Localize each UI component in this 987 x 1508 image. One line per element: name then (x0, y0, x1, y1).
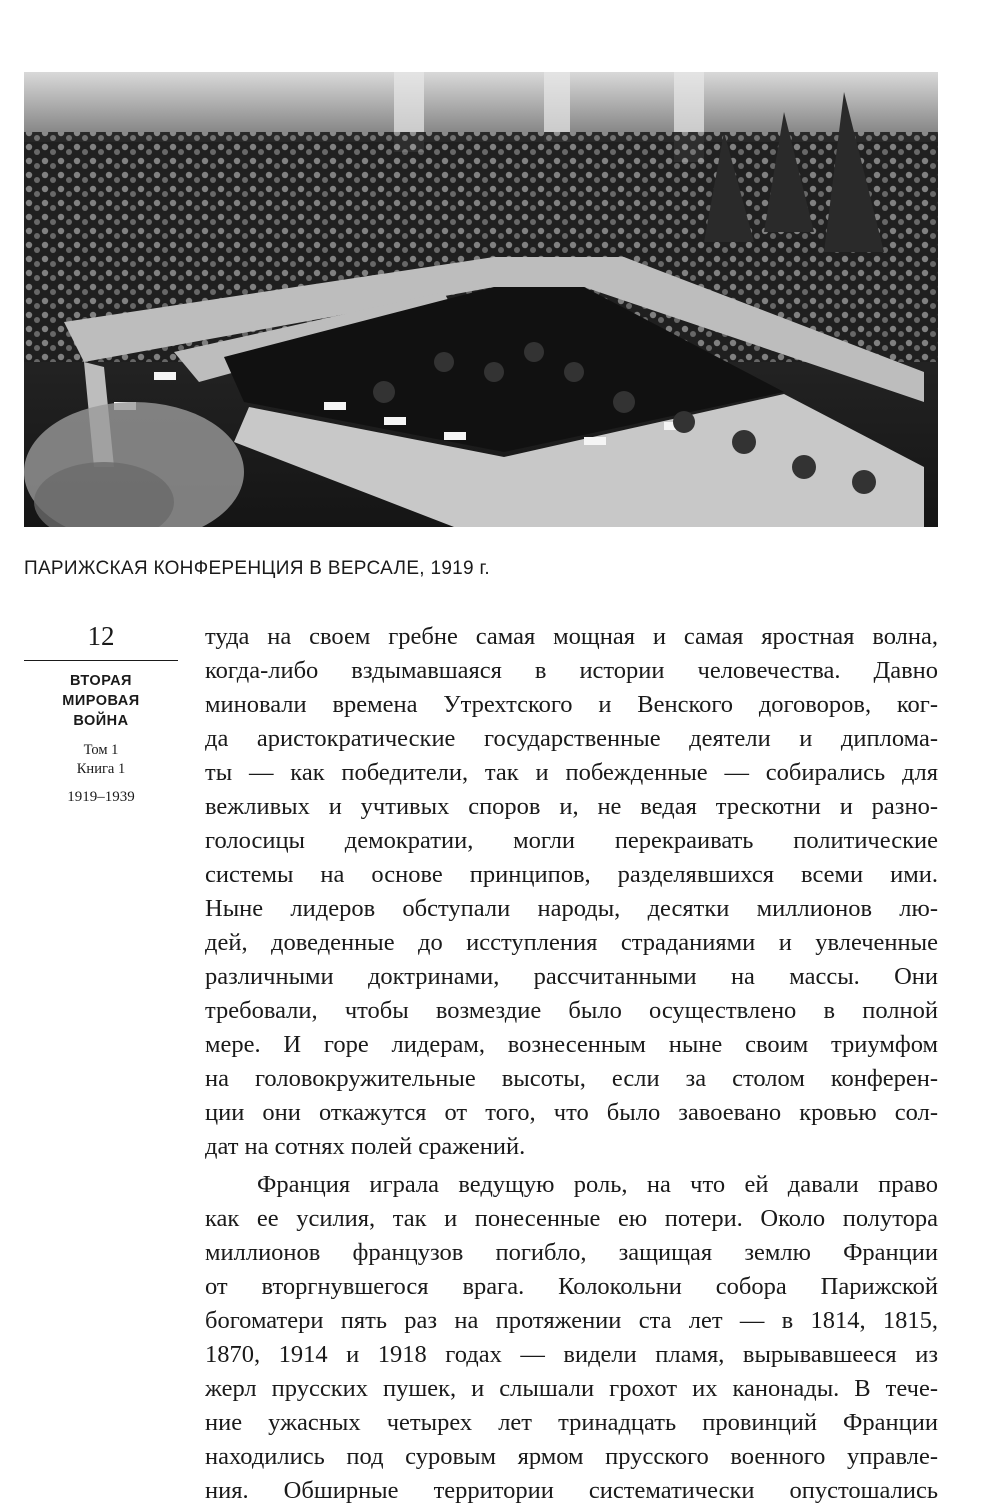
text-line: богоматери пять раз на протяжении ста лет — в 1814, 1815, (205, 1307, 938, 1334)
text-line: туда на своем гребне самая мощная и самая яростная волна, (205, 623, 938, 650)
years-range: 1919–1939 (67, 789, 135, 805)
text-line: когда-либо вздымавшаяся в истории человечества. Давно (205, 657, 938, 684)
book-title-line-3: ВОЙНА (73, 713, 129, 729)
text-line: системы на основе принципов, разделявшихся всеми ими. (205, 861, 938, 888)
book-title-line-2: МИРОВАЯ (62, 693, 140, 709)
text-line: ты — как победители, так и побежденные — собирались для (205, 759, 938, 786)
text-line: различными доктринами, рассчитанными на массы. Они (205, 963, 938, 990)
paragraph-1 (205, 620, 938, 1164)
text-line: требовали, чтобы возмездие было осуществлено в полной (205, 997, 938, 1024)
text-line: Ныне лидеров обступали народы, десятки миллионов лю- (205, 895, 938, 922)
text-line: ние ужасных четырех лет тринадцать провинций Франции (205, 1409, 938, 1436)
text-line: голосицы демократии, могли перекраивать политические (205, 827, 938, 854)
text-line: 1870, 1914 и 1918 годах — видели пламя, вырывавшееся из (205, 1341, 938, 1368)
text-line: вежливых и учтивых споров и, не ведая трескотни и разно- (205, 793, 938, 820)
text-line: Франция играла ведущую роль, на что ей давали право (257, 1171, 938, 1198)
photo-caption: ПАРИЖСКАЯ КОНФЕРЕНЦИЯ В ВЕРСАЛЕ, 1919 г. (24, 558, 490, 579)
text-line: да аристократические государственные деятели и диплома- (205, 725, 938, 752)
text-line: миновали времена Утрехтского и Венского договоров, ког- (205, 691, 938, 718)
page-number: 12 (87, 621, 115, 651)
running-sidebar (24, 618, 178, 807)
text-line: миллионов французов погибло, защищая землю Франции (205, 1239, 938, 1266)
text-line: жерл прусских пушек, и слышали грохот их канонады. В тече- (205, 1375, 938, 1402)
book-title-line-1: ВТОРАЯ (70, 673, 132, 689)
text-line: мере. И горе лидерам, вознесенным ныне своим триумфом (205, 1031, 938, 1058)
text-line: ния. Обширные территории систематически опустошались (205, 1477, 938, 1504)
volume-label: Том 1 (83, 742, 119, 758)
conference-photo-icon (24, 72, 938, 527)
text-line: от вторгнувшегося врага. Колокольни собора Парижской (205, 1273, 938, 1300)
text-line: на головокружительные высоты, если за столом конферен- (205, 1065, 938, 1092)
body-text (205, 620, 938, 1508)
text-line: находились под суровым ярмом прусского военного управле- (205, 1443, 938, 1470)
text-line: как ее усилия, так и понесенные ею потери. Около полутора (205, 1205, 938, 1232)
text-line: дат на сотнях полей сражений. (205, 1133, 526, 1160)
text-line: ции они откажутся от того, что было завоевано кровью сол- (205, 1099, 938, 1126)
sidebar-divider (24, 660, 178, 661)
paragraph-2 (205, 1168, 938, 1508)
text-line: дей, доведенные до исступления страданиями и увлеченные (205, 929, 938, 956)
conference-photo (24, 72, 938, 527)
book-label: Книга 1 (76, 761, 126, 777)
